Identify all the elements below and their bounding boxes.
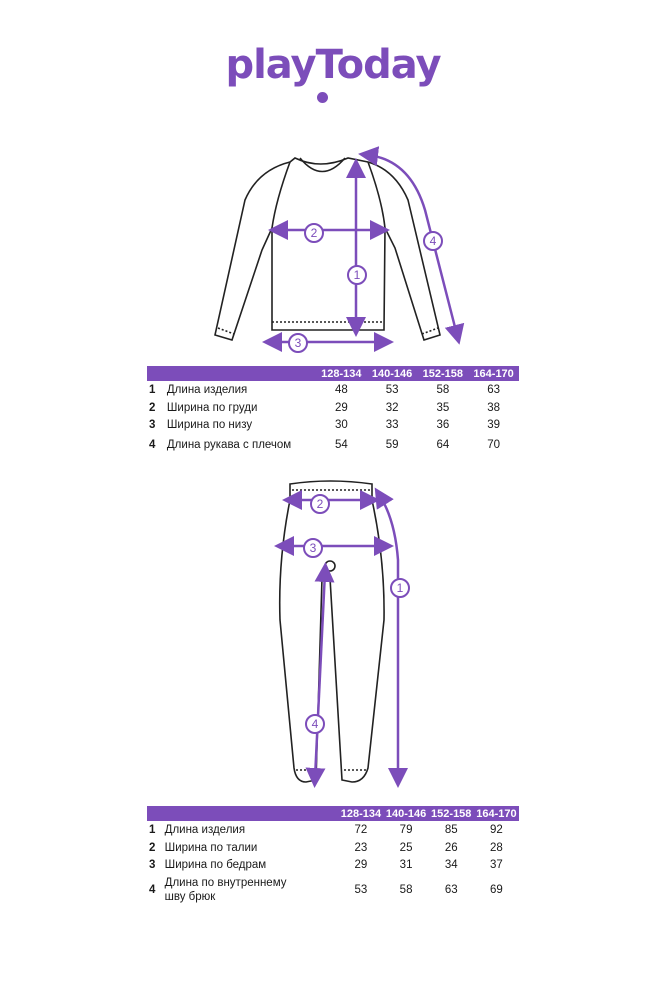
pants-marker-1: 1 (396, 581, 404, 595)
top-marker-4: 4 (429, 234, 437, 248)
brand-logo (0, 38, 666, 108)
top-outline (215, 158, 440, 340)
table-row: 3 Ширина по бедрам 29 31 34 37 (149, 858, 503, 871)
size-header: 128-134 (338, 806, 383, 821)
pants-size-table (147, 806, 519, 907)
size-header: 152-158 (429, 806, 474, 821)
logo-dot (317, 92, 328, 103)
top-marker-1: 1 (353, 268, 361, 282)
table-row: 2 Ширина по груди 29 32 35 38 (149, 401, 500, 414)
size-header: 140-146 (367, 366, 418, 381)
table-header-row (147, 366, 519, 381)
table-row: 1 Длина изделия 72 79 85 92 (149, 824, 503, 836)
table-row: 4 Длина по внутреннему шву брюк 53 58 63 69 (149, 877, 503, 903)
size-header: 152-158 (417, 366, 468, 381)
table-row: 1 Длина изделия 48 53 58 63 (149, 384, 500, 396)
table-row: 3 Ширина по низу 30 33 36 39 (149, 418, 500, 431)
pants-marker-4: 4 (311, 717, 319, 731)
top-size-table (147, 366, 519, 457)
table-row: 4 Длина рукава с плечом 54 59 64 70 (149, 439, 500, 451)
size-header: 164-170 (474, 806, 519, 821)
pants-garment-diagram (0, 478, 666, 788)
size-header: 140-146 (384, 806, 429, 821)
top-garment-diagram (0, 140, 666, 355)
pants-outline (280, 481, 384, 782)
table-header-row (147, 806, 519, 821)
top-marker-2: 2 (310, 226, 318, 240)
table-row: 2 Ширина по талии 23 25 26 28 (149, 841, 503, 854)
pants-marker-3: 3 (309, 541, 317, 555)
pants-marker-2: 2 (316, 497, 324, 511)
size-header: 128-134 (316, 366, 367, 381)
pants-measure-lines (284, 496, 398, 778)
logo-text: playToday (225, 42, 441, 88)
top-marker-3: 3 (294, 336, 302, 350)
size-header: 164-170 (468, 366, 519, 381)
